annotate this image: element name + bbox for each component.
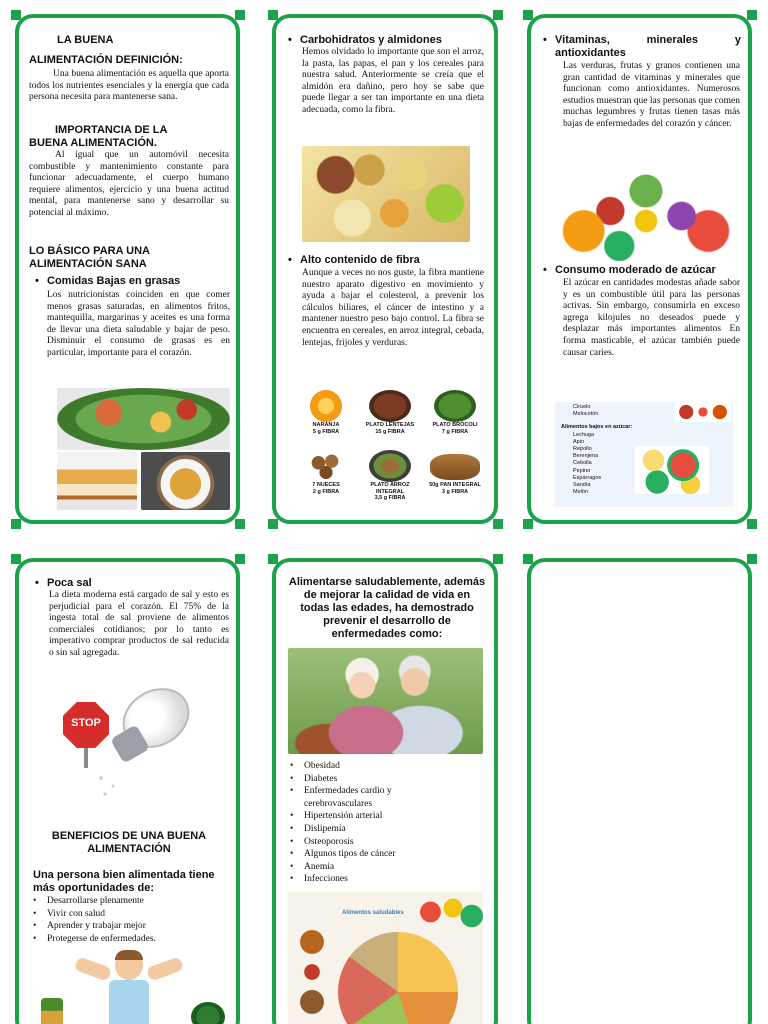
list-item: Melón	[573, 489, 588, 496]
title-definicion: ALIMENTACIÓN DEFINICIÓN:	[29, 54, 183, 66]
stop-salt-image	[49, 682, 219, 812]
fiber-item	[296, 390, 356, 435]
list-item: Espárragos	[573, 474, 602, 481]
list-item: • Obesidad	[290, 760, 480, 773]
fiber-label: PLATO ARROZ INTEGRAL 3,5 g FIBRA	[370, 482, 410, 501]
list-item: • Osteoporosis	[290, 836, 480, 849]
list-item: Apio	[573, 438, 585, 445]
carbs-title: • Carbohidratos y almidones	[286, 34, 442, 47]
carbs-text: Hemos olvidado lo importante que son el arroz, la pasta, las papas, el pan y los cereales para nuestra salud. Anteriormente se creía que el almidón era dañino, pero hoy se sabe que puede llegar a ser tan importante en una dieta adecuada, como la fibra.	[302, 47, 484, 115]
soup-image	[141, 452, 230, 510]
cake-image	[57, 452, 137, 510]
list-item: Sandía	[573, 482, 591, 489]
fiber-label: PLATO BRÓCOLI 7 g FIBRA	[432, 422, 478, 435]
panel-2	[272, 14, 498, 524]
fiber-item	[424, 390, 486, 435]
fiber-item	[358, 450, 422, 502]
fiber-label: NARANJA 5 g FIBRA	[312, 422, 340, 435]
list-item: Melocotón	[573, 411, 599, 418]
fruit-basket-graphic	[408, 892, 483, 932]
fiber-item	[296, 450, 356, 495]
list-item: • Anemia	[290, 861, 480, 874]
panel-4	[15, 558, 240, 1024]
list-item: • Protegerse de enfermedades.	[33, 933, 223, 946]
low-fat-title: • Comidas Bajas en grasas	[33, 275, 180, 288]
fiber-item	[424, 450, 486, 495]
basic-title: LO BÁSICO PARA UNA ALIMENTACIÓN SANA	[29, 245, 150, 270]
list-item: • Algunos tipos de cáncer	[290, 848, 480, 861]
lentils-icon	[369, 390, 411, 422]
fruits-image	[557, 161, 735, 261]
list-item: • Aprender y trabajar mejor	[33, 920, 223, 933]
broccoli-icon	[434, 390, 476, 422]
elderly-couple-image	[288, 648, 483, 754]
rice-icon	[369, 450, 411, 482]
benefits-list	[33, 895, 223, 945]
panel5-title: Alimentarse saludablemente, además de mejorar la calidad de vida en todas las edades, ha demostrado prevenir el desarrollo de enfermedades como:	[288, 576, 486, 640]
salt-text: La dieta moderna está cargado de sal y esto es perjudicial para el corazón. El 75% de la ingesta total de sal proviene de alimentos comerciales cotidianos; por lo tanto es imperativo comprar productos de sal reducida o sin sal agregada.	[49, 590, 229, 658]
list-item: Ciruelo	[573, 404, 591, 410]
panel-3	[527, 14, 752, 524]
stop-label: STOP	[71, 717, 101, 729]
pineapple-image	[41, 998, 63, 1024]
list-item: Pepino	[573, 467, 591, 474]
salt-title: • Poca sal	[33, 577, 92, 590]
list-item: Repollo	[573, 446, 592, 453]
low-fat-text: Los nutricionistas coinciden en que comer menos grasas saturadas, en alimentos fritos, mantequilla, margarinas y aceites es una forma de llevar una dieta saludable y bajar de peso. Disminuir el consumo de grasas es en particular, importante para el corazón.	[47, 290, 230, 358]
diseases-list	[290, 760, 480, 886]
melons-image	[635, 446, 709, 494]
grains-image	[302, 146, 470, 242]
list-item: • Infecciones	[290, 873, 480, 886]
list-item: Cebolla	[573, 460, 592, 467]
vitamins-text: Las verduras, frutas y granos contienen una gran cantidad de vitaminas y minerales que funcionan como antioxidantes. Numerosos estudios muestran que las personas que comen muchas legumbres y frutas tienen tasas más bajas de enfermedades del corazón y cáncer.	[563, 61, 740, 129]
sugar-title: • Consumo moderado de azúcar	[541, 264, 716, 277]
fiber-text: Aunque a veces no nos guste, la fibra mantiene nuestro aparato digestivo en movimiento y ayuda a bajar el colesterol, a prevenir los cálculos biliares, el cáncer de intestino y a mantener nuestro peso bajo control. La fibra se encuentra en cereales, en arroz integral, cebada, lentejas, frijoles y verduras.	[302, 268, 484, 348]
sugar-list-image	[555, 402, 733, 507]
healthy-food-infographic	[288, 892, 483, 1024]
salad-image	[57, 388, 230, 450]
list-item: • Desarrollarse plenamente	[33, 895, 223, 908]
strong-kid-image	[69, 950, 189, 1024]
bread-icon	[430, 454, 480, 480]
list-item: • Hipertensión arterial	[290, 810, 480, 823]
fiber-label: PLATO LENTEJAS 15 g FIBRA	[365, 422, 415, 435]
vegetables-image	[191, 1002, 225, 1024]
list-item: • Vivir con salud	[33, 908, 223, 921]
benefits-title: BENEFICIOS DE UNA BUENA ALIMENTACIÓN	[51, 830, 207, 855]
importance-text: Al igual que un automóvil necesita combustible y mantenimiento constante para funcionar adecuadamente, el cuerpo humano requiere alimentos, ejercicio y una buena actitud mental, para mantenerse sano y desarrollar su potencial al máximo.	[29, 150, 229, 218]
list-item: • Enfermedades cardio y cerebrovasculares	[290, 785, 400, 810]
list-heading: Alimentos bajos en azúcar:	[561, 424, 633, 431]
fiber-title: • Alto contenido de fibra	[286, 254, 420, 267]
list-item: • Dislipemia	[290, 823, 480, 836]
vitamins-title: • Vitaminas, minerales y antioxidantes	[541, 34, 741, 60]
benefits-intro: Una persona bien alimentada tiene más oportunidades de:	[33, 869, 215, 894]
infographic-label: Alimentos saludables	[342, 910, 404, 916]
importance-title: IMPORTANCIA DE LA BUENA ALIMENTACIÓN.	[29, 124, 168, 149]
list-item: Lechuga	[573, 431, 595, 438]
fiber-item	[358, 390, 422, 435]
title-la-buena: LA BUENA	[57, 34, 114, 46]
list-item: Berenjena	[573, 453, 599, 460]
fiber-label: 7 NUECES 2 g FIBRA	[312, 482, 340, 495]
panel-6	[527, 558, 752, 1024]
berries-image	[675, 402, 731, 422]
panel-1	[15, 14, 240, 524]
nuts-icon	[307, 450, 345, 482]
definition-text: Una buena alimentación es aquella que aporta todos los nutrientes esenciales y la energía que cada persona necesita para mantenerse sana.	[29, 69, 229, 103]
fiber-label: 50g PAN INTEGRAL 3 g FIBRA	[429, 482, 481, 495]
orange-icon	[310, 390, 342, 422]
list-item: • Diabetes	[290, 773, 480, 786]
sugar-text: El azúcar en cantidades modestas añade sabor y es un combustible útil para las personas activas. Sin embargo, consumirla en exceso agrega kilojules no deseados puede y desplazar más importantes alimentos En forma masticable, el azúcar también puede causar caries.	[563, 278, 740, 358]
panel-5	[272, 558, 498, 1024]
fiber-grid	[296, 390, 486, 515]
plate-graphic	[338, 932, 458, 1024]
